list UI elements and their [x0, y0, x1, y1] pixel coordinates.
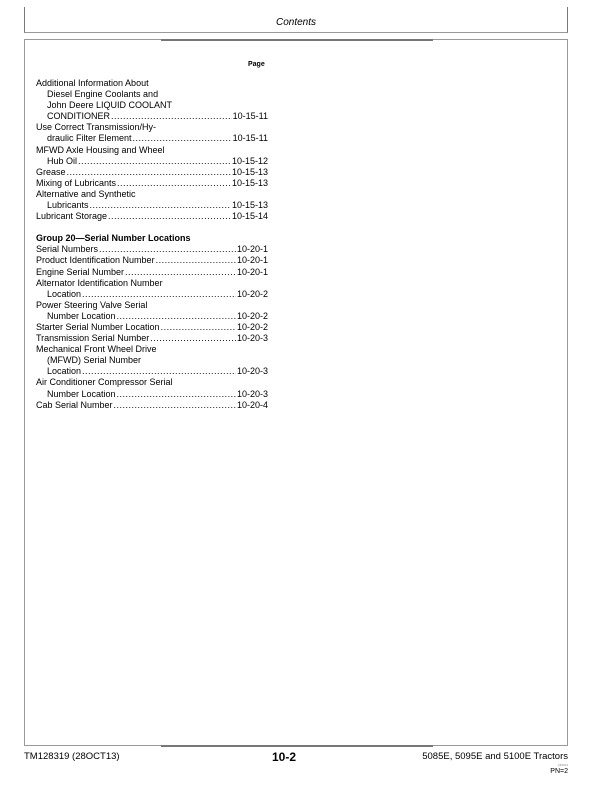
toc-entry-line	[36, 200, 268, 211]
toc-entry-line	[36, 366, 268, 377]
toc-entry[interactable]	[36, 377, 268, 399]
toc-entry-text: Mixing of Lubricants	[36, 177, 117, 188]
toc-entry[interactable]	[36, 267, 268, 278]
toc-entry-page: 10-20-1	[236, 244, 268, 255]
footer-code: 182913	[557, 763, 568, 767]
dot-leader	[161, 322, 236, 333]
dot-leader	[156, 255, 236, 266]
toc-entry-page: 10-20-1	[236, 266, 268, 277]
toc-entry-page: 10-15-11	[232, 133, 268, 144]
footer-product: 5085E, 5095E and 5100E Tractors	[422, 751, 568, 762]
toc-entry-text: Mechanical Front Wheel Drive	[36, 344, 157, 355]
toc-entry-text: Power Steering Valve Serial	[36, 299, 148, 310]
toc-entry-text: Alternative and Synthetic	[36, 188, 136, 199]
toc-entry[interactable]	[36, 145, 268, 167]
toc-entry[interactable]	[36, 278, 268, 300]
dot-leader	[150, 333, 236, 344]
toc-entry-line	[36, 167, 268, 178]
dot-leader	[125, 267, 236, 278]
toc-entry-text: Alternator Identification Number	[36, 277, 163, 288]
toc-entry-line	[36, 100, 268, 111]
toc-entry[interactable]	[36, 78, 268, 122]
toc-entry-text: Transmission Serial Number	[36, 333, 150, 344]
toc-entry-line	[36, 267, 268, 278]
toc-entry-line	[36, 211, 268, 222]
toc-entry-text: Product Identification Number	[36, 255, 155, 266]
toc-entry-text: Serial Numbers	[36, 244, 99, 255]
toc-entry[interactable]	[36, 122, 268, 144]
toc-entry[interactable]	[36, 211, 268, 222]
toc-entry-text: Lubricant Storage	[36, 211, 108, 222]
toc-entry-line	[36, 255, 268, 266]
toc-entry-page: 10-15-13	[231, 177, 268, 188]
dot-leader	[114, 400, 236, 411]
toc-entry-page: 10-20-1	[236, 255, 268, 266]
toc-entry-text: Starter Serial Number Location	[36, 321, 160, 332]
toc-entry-line	[36, 156, 268, 167]
bottom-accent-rule	[161, 745, 433, 747]
toc-entry-page: 10-20-3	[236, 333, 268, 344]
toc-entry-line	[36, 322, 268, 333]
toc-entry-page: 10-20-2	[236, 310, 268, 321]
toc-entry-text: MFWD Axle Housing and Wheel	[36, 144, 165, 155]
toc-entry-text: CONDITIONER	[47, 111, 110, 122]
toc-entry[interactable]	[36, 400, 268, 411]
toc-entry-line	[36, 89, 268, 100]
toc-entry-text: (MFWD) Serial Number	[47, 355, 142, 366]
toc-entry-line	[36, 355, 268, 366]
dot-leader	[82, 366, 236, 377]
dot-leader	[117, 389, 236, 400]
footer-page-number: 10-2	[272, 750, 297, 764]
toc-entry-page: 10-15-12	[231, 155, 268, 166]
toc-entry-line	[36, 400, 268, 411]
toc-entry-line	[36, 333, 268, 344]
toc-entry-page: 10-20-4	[236, 399, 268, 410]
toc-entry-line	[36, 111, 268, 122]
dot-leader	[67, 167, 231, 178]
toc-entry-line	[36, 178, 268, 189]
toc-entry[interactable]	[36, 167, 268, 178]
toc-entry-text: Location	[47, 366, 82, 377]
toc-entry[interactable]	[36, 255, 268, 266]
toc-entry-line	[36, 289, 268, 300]
toc-entry-line	[36, 78, 268, 89]
page-column-label: Page	[248, 61, 265, 68]
top-accent-rule	[161, 39, 433, 41]
toc-entry[interactable]	[36, 189, 268, 211]
toc-entry-text: Engine Serial Number	[36, 266, 125, 277]
toc-entry-text: Number Location	[47, 310, 116, 321]
footer-doc-id: TM128319 (28OCT13)	[24, 751, 120, 762]
toc-entry[interactable]	[36, 300, 268, 322]
toc-entry[interactable]	[36, 178, 268, 189]
toc-entry[interactable]	[36, 244, 268, 255]
toc-entry-text: Use Correct Transmission/Hy-	[36, 122, 157, 133]
toc-entry-page: 10-15-11	[232, 111, 268, 122]
toc-entry-line	[36, 145, 268, 156]
toc-entry-text: draulic Filter Element	[47, 133, 132, 144]
toc-entry-text: Diesel Engine Coolants and	[47, 89, 159, 100]
toc-entry[interactable]	[36, 333, 268, 344]
toc-entry-line	[36, 344, 268, 355]
toc-entry-line	[36, 389, 268, 400]
toc-entry[interactable]	[36, 322, 268, 333]
toc-entry-page: 10-15-13	[231, 200, 268, 211]
page-header	[24, 7, 568, 33]
toc-entry-text: Lubricants	[47, 200, 89, 211]
toc-entry-line	[36, 122, 268, 133]
toc-entry-line	[36, 133, 268, 144]
dot-leader	[90, 200, 231, 211]
toc-entry-text: John Deere LIQUID COOLANT	[47, 100, 173, 111]
dot-leader	[82, 289, 236, 300]
toc-entry-line	[36, 311, 268, 322]
dot-leader	[99, 244, 236, 255]
toc-entry[interactable]	[36, 344, 268, 377]
toc-entry-page: 10-20-2	[236, 321, 268, 332]
dot-leader	[111, 111, 232, 122]
dot-leader	[117, 311, 236, 322]
toc-entry-text: Additional Information About	[36, 78, 149, 88]
dot-leader	[108, 211, 231, 222]
table-of-contents	[36, 78, 268, 411]
toc-entry-line	[36, 278, 268, 289]
toc-entry-page: 10-15-13	[231, 166, 268, 177]
toc-entry-page: 10-15-14	[231, 211, 268, 222]
group-heading: Group 20—Serial Number Locations	[36, 233, 191, 244]
toc-entry-text: Cab Serial Number	[36, 399, 113, 410]
toc-entry-page: 10-20-3	[236, 388, 268, 399]
dot-leader	[133, 133, 232, 144]
dot-leader	[117, 178, 231, 189]
toc-entry-line	[36, 244, 268, 255]
toc-entry-text: Number Location	[47, 388, 116, 399]
footer-pn: PN=2	[550, 768, 568, 775]
toc-entry-text: Location	[47, 288, 82, 299]
toc-entry-line	[36, 377, 268, 388]
header-title: Contents	[275, 17, 317, 28]
toc-entry-page: 10-20-3	[236, 366, 268, 377]
dot-leader	[78, 156, 231, 167]
toc-entry-text: Grease	[36, 166, 66, 177]
toc-entry-line	[36, 189, 268, 200]
toc-entry-text: Air Conditioner Compressor Serial	[36, 377, 173, 388]
toc-entry-line	[36, 300, 268, 311]
toc-entry-text: Hub Oil	[47, 155, 78, 166]
toc-entry-page: 10-20-2	[236, 288, 268, 299]
